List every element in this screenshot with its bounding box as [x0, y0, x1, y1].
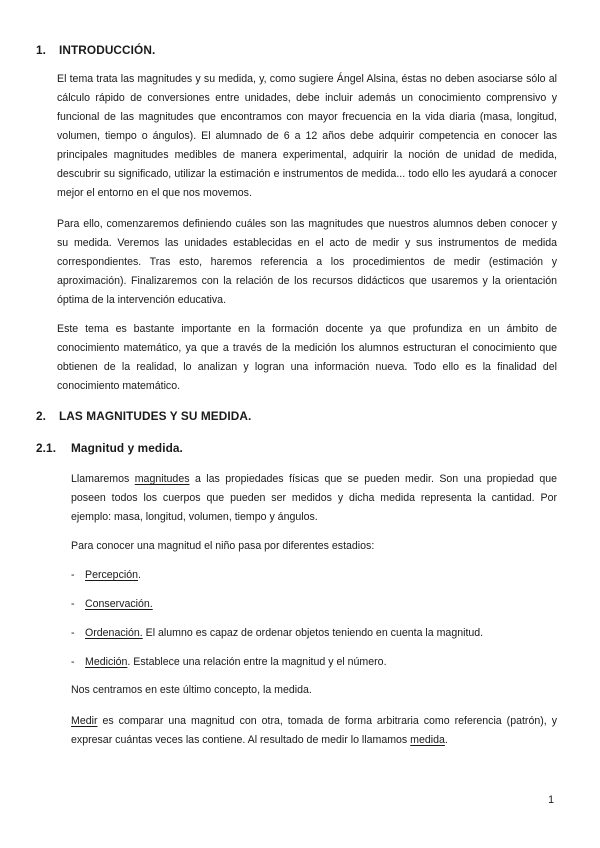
- bullet-dash: -: [71, 627, 75, 639]
- text-span: Llamaremos: [71, 473, 135, 485]
- magnitudes-definition: [71, 470, 557, 527]
- term-medida: medida: [410, 734, 445, 746]
- stage-term: Ordenación.: [85, 627, 143, 639]
- stage-item: [71, 626, 483, 640]
- term-magnitudes: magnitudes: [134, 473, 190, 485]
- section-2-heading: [36, 409, 251, 423]
- focus-sentence: Nos centramos en este último concepto, la medida.: [71, 684, 312, 696]
- intro-paragraph-2: Para ello, comenzaremos definiendo cuáles son las magnitudes que nuestros alumnos deben conocer y su medida. Veremos las unidades establecidas en el acto de medir y sus instrumentos de medida correspondientes. Tras esto, haremos referencia a los procedimientos de medir (estimación y aproximación). Finalizaremos con la relación de los recursos didácticos que usaremos y la orientación óptima de la intervención educativa.: [57, 218, 557, 306]
- bullet-dash: -: [71, 598, 75, 610]
- section-1-heading: [36, 43, 155, 57]
- bullet-dash: -: [71, 569, 75, 581]
- text-span: .: [444, 734, 448, 746]
- stage-term: Conservación.: [85, 598, 153, 610]
- stage-item: [71, 597, 153, 611]
- stage-text: . Establece una relación entre la magnitud y el número.: [127, 656, 387, 668]
- stage-item: [71, 568, 141, 582]
- section-2-1-number: 2.1.: [36, 441, 57, 455]
- stage-text: El alumno es capaz de ordenar objetos teniendo en cuenta la magnitud.: [142, 627, 484, 639]
- stage-term: Medición: [85, 656, 128, 668]
- text-span: a las propiedades físicas que se pueden medir. Son una propiedad que poseen todos los cuerpos que pueden ser medidos y dicha medida representa la cantidad. Por ejemplo: masa, longitud, volumen, tiempo y ángulos.: [71, 473, 557, 523]
- section-1-number: 1.: [36, 43, 47, 57]
- section-2-number: 2.: [36, 409, 47, 423]
- intro-paragraph-3: Este tema es bastante importante en la formación docente ya que profundiza en un ámbito de conocimiento matemático, ya que a través de la medición los alumnos estructuran el conocimiento que obtienen de la realidad, lo analizan y logran una información nueva. Todo ello es la finalidad del conocimiento matemático.: [57, 323, 557, 392]
- intro-paragraph-1: El tema trata las magnitudes y su medida, y, como sugiere Ángel Alsina, éstas no deben asociarse sólo al cálculo rápido de conversiones entre unidades, debe incluir además un conocimiento comprensivo y funcional de las magnitudes que encontramos con mayor frecuencia en la vida diaria (masa, longitud, volumen, tiempo o ángulos). El alumnado de 6 a 12 años debe adquirir competencia en conocer las principales magnitudes medibles de manera experimental, adquirir la noción de unidad de medida, descubrir su significado, utilizar la estimación e instrumentos de medida... todo ello les ayudará a conocer mejor el entorno en el que nos movemos.: [57, 73, 557, 199]
- stage-item: [71, 655, 387, 669]
- stage-text: .: [138, 569, 141, 581]
- bullet-dash: -: [71, 656, 75, 668]
- section-2-1-title: Magnitud y medida.: [71, 441, 183, 455]
- text-span: es comparar una magnitud con otra, tomada de forma arbitraria como referencia (patrón), y expresar cuántas veces las contiene. Al resultado de medir lo llamamos: [71, 715, 557, 746]
- page-number: 1: [548, 794, 554, 806]
- section-1-title: INTRODUCCIÓN.: [59, 43, 156, 57]
- medir-definition: [71, 712, 557, 750]
- section-2-title: LAS MAGNITUDES Y SU MEDIDA.: [59, 409, 252, 423]
- stages-intro: Para conocer una magnitud el niño pasa por diferentes estadios:: [71, 540, 375, 552]
- section-2-1-heading: [36, 441, 183, 455]
- term-medir: Medir: [71, 715, 98, 727]
- stage-term: Percepción: [85, 569, 138, 581]
